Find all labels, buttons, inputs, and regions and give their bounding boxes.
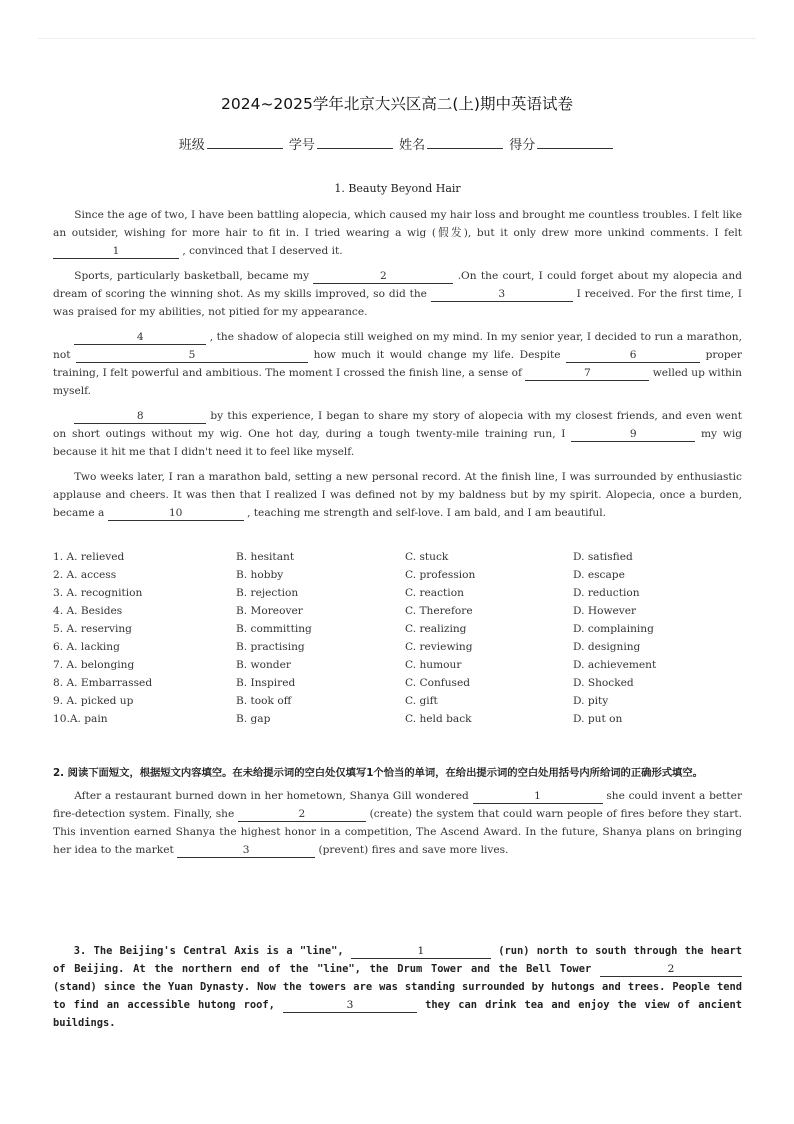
paragraph-2 bbox=[53, 267, 742, 321]
option-b[interactable]: B. wonder bbox=[236, 659, 291, 671]
blank-10[interactable]: 10 bbox=[108, 507, 244, 521]
option-b[interactable]: B. gap bbox=[236, 713, 271, 725]
paragraph-text: , the shadow of alopecia still weighed on my mind. In my senior year, I decided to run a marathon, not bbox=[53, 331, 742, 361]
option-b[interactable]: B. took off bbox=[236, 695, 292, 707]
option-row bbox=[53, 566, 742, 584]
option-c[interactable]: C. reviewing bbox=[405, 641, 473, 653]
paragraph-text: Two weeks later, I ran a marathon bald, setting a new personal record. At the finish line, I was surrounded by enthusiastic applause and cheers. It was then that I realized I was defined not by my baldness but by my spirit. Alopecia, once a burden, became a bbox=[53, 471, 742, 519]
blank-2[interactable]: 2 bbox=[238, 808, 366, 822]
header-divider bbox=[38, 38, 756, 39]
blank-1[interactable]: 1 bbox=[473, 790, 603, 804]
paragraph-text: they can drink tea and enjoy the view of ancient buildings. bbox=[53, 999, 742, 1029]
option-row bbox=[53, 620, 742, 638]
paragraph-text: (run) north to south through the heart of Beijing. At the northern end of the "line", the Drum Tower and the Bell Tower bbox=[53, 945, 743, 975]
option-c[interactable]: C. realizing bbox=[405, 623, 467, 635]
option-d[interactable]: D. reduction bbox=[573, 587, 640, 599]
option-a[interactable]: 8. A. Embarrassed bbox=[53, 677, 153, 689]
paragraph-text: Since the age of two, I have been battling alopecia, which caused my hair loss and brought me countless troubles. I felt like an outsider, wishing for more hair to fit in. I tried wearing a wig (假发), but it only drew more unkind comments. I felt bbox=[53, 209, 742, 239]
blank-3[interactable]: 3 bbox=[177, 844, 315, 858]
option-b[interactable]: B. hesitant bbox=[236, 551, 295, 563]
blank-6[interactable]: 6 bbox=[566, 349, 700, 363]
score-label: 得分 bbox=[509, 138, 536, 153]
option-b[interactable]: B. hobby bbox=[236, 569, 284, 581]
option-a[interactable]: 9. A. picked up bbox=[53, 695, 134, 707]
paragraph-text: welled up within myself. bbox=[53, 367, 742, 397]
option-b[interactable]: B. Moreover bbox=[236, 605, 303, 617]
paragraph-text: , teaching me strength and self-love. I am bald, and I am beautiful. bbox=[247, 507, 606, 519]
class-field[interactable] bbox=[207, 137, 283, 149]
option-a[interactable]: 7. A. belonging bbox=[53, 659, 135, 671]
blank-9[interactable]: 9 bbox=[571, 428, 695, 442]
blank-4[interactable]: 4 bbox=[74, 331, 206, 345]
option-row bbox=[53, 692, 742, 710]
paragraph-text: I received. For the first time, I was praised for my abilities, not pitied for my appearance. bbox=[53, 288, 742, 318]
option-row bbox=[53, 710, 742, 728]
option-c[interactable]: C. Therefore bbox=[405, 605, 473, 617]
blank-2[interactable]: 2 bbox=[313, 270, 453, 284]
paragraph-text: how much it would change my life. Despite bbox=[313, 349, 561, 361]
option-c[interactable]: C. profession bbox=[405, 569, 476, 581]
option-a[interactable]: 3. A. recognition bbox=[53, 587, 143, 599]
blank-1[interactable]: 1 bbox=[53, 245, 179, 259]
id-label: 学号 bbox=[288, 138, 315, 153]
option-row bbox=[53, 656, 742, 674]
paragraph-text: 3. The Beijing's Central Axis is a "line", bbox=[73, 945, 344, 957]
option-d[interactable]: D. satisfied bbox=[573, 551, 633, 563]
paragraph-text: .On the court, I could forget about my alopecia and dream of scoring the winning shot. As my skills improved, so did the bbox=[53, 270, 742, 300]
option-d[interactable]: D. designing bbox=[573, 641, 641, 653]
option-c[interactable]: C. stuck bbox=[405, 551, 449, 563]
paragraph-text: Sports, particularly basketball, became my bbox=[74, 270, 310, 282]
section-1 bbox=[53, 180, 742, 529]
option-row bbox=[53, 548, 742, 566]
section-3 bbox=[53, 942, 742, 1032]
name-label: 姓名 bbox=[399, 138, 426, 153]
option-row bbox=[53, 584, 742, 602]
option-d[interactable]: D. Shocked bbox=[573, 677, 634, 689]
blank-3[interactable]: 3 bbox=[431, 288, 573, 302]
option-row bbox=[53, 638, 742, 656]
option-d[interactable]: D. However bbox=[573, 605, 637, 617]
paragraph-text: (create) the system that could warn people of fires before they start. This invention earned Shanya the highest honor in a competition, The Ascend Award. In the future, Shanya plans on bringing her idea to the market bbox=[53, 808, 742, 856]
option-a[interactable]: 4. A. Besides bbox=[53, 605, 123, 617]
id-field[interactable] bbox=[317, 137, 393, 149]
option-c[interactable]: C. held back bbox=[405, 713, 472, 725]
section-1-title: 1. Beauty Beyond Hair bbox=[334, 182, 461, 195]
paragraph-text: proper training, I felt powerful and ambitious. The moment I crossed the finish line, a sense of bbox=[53, 349, 742, 379]
paragraph-4 bbox=[53, 407, 742, 461]
option-a[interactable]: 5. A. reserving bbox=[53, 623, 132, 635]
option-a[interactable]: 6. A. lacking bbox=[53, 641, 120, 653]
option-d[interactable]: D. put on bbox=[573, 713, 623, 725]
blank-8[interactable]: 8 bbox=[74, 410, 206, 424]
option-d[interactable]: D. escape bbox=[573, 569, 625, 581]
option-row bbox=[53, 602, 742, 620]
option-b[interactable]: B. Inspired bbox=[236, 677, 296, 689]
section-2 bbox=[53, 764, 742, 866]
option-d[interactable]: D. complaining bbox=[573, 623, 654, 635]
option-b[interactable]: B. practising bbox=[236, 641, 305, 653]
option-c[interactable]: C. humour bbox=[405, 659, 462, 671]
paragraph-3 bbox=[53, 328, 742, 400]
paragraph-text: (stand) since the Yuan Dynasty. Now the towers are was standing surrounded by hutongs and trees. People tend to find an accessible hutong roof, bbox=[53, 981, 742, 1011]
section-2-passage bbox=[53, 787, 742, 859]
option-c[interactable]: C. reaction bbox=[405, 587, 464, 599]
blank-1[interactable]: 1 bbox=[351, 945, 491, 959]
class-label: 班级 bbox=[178, 138, 205, 153]
blank-3[interactable]: 3 bbox=[283, 999, 417, 1013]
paragraph-text: by this experience, I began to share my story of alopecia with my closest friends, and even went on short outings without my wig. One hot day, during a tough twenty-mile training run, I bbox=[53, 410, 742, 440]
name-field[interactable] bbox=[427, 137, 503, 149]
option-c[interactable]: C. gift bbox=[405, 695, 438, 707]
options-grid bbox=[53, 548, 742, 728]
paragraph-text: After a restaurant burned down in her hometown, Shanya Gill wondered bbox=[74, 790, 469, 802]
page-title: 2024~2025学年北京大兴区高二(上)期中英语试卷 bbox=[221, 95, 573, 113]
paragraph-text: (prevent) fires and save more lives. bbox=[318, 844, 509, 856]
option-row bbox=[53, 674, 742, 692]
paragraph-1 bbox=[53, 206, 742, 260]
paragraph-text: my wig because it hit me that I didn't need it to feel like myself. bbox=[53, 428, 743, 458]
option-b[interactable]: B. rejection bbox=[236, 587, 299, 599]
blank-2[interactable]: 2 bbox=[600, 963, 742, 977]
section-2-heading: 2. 阅读下面短文，根据短文内容填空。在未给提示词的空白处仅填写1个恰当的单词，在给出提示词的空白处用括号内所给词的正确形式填空。 bbox=[53, 767, 703, 779]
student-info-row bbox=[0, 134, 794, 153]
option-c[interactable]: C. Confused bbox=[405, 677, 471, 689]
option-d[interactable]: D. achievement bbox=[573, 659, 657, 671]
blank-7[interactable]: 7 bbox=[525, 367, 649, 381]
option-a[interactable]: 2. A. access bbox=[53, 569, 117, 581]
score-field[interactable] bbox=[537, 137, 613, 149]
paragraph-text: , convinced that I deserved it. bbox=[182, 245, 343, 257]
blank-5[interactable]: 5 bbox=[76, 349, 308, 363]
option-b[interactable]: B. committing bbox=[236, 623, 312, 635]
option-a[interactable]: 10.A. pain bbox=[53, 713, 108, 725]
paragraph-text: she could invent a better fire-detection system. Finally, she bbox=[53, 790, 743, 820]
option-d[interactable]: D. pity bbox=[573, 695, 609, 707]
paragraph-5 bbox=[53, 468, 742, 522]
option-a[interactable]: 1. A. relieved bbox=[53, 551, 125, 563]
